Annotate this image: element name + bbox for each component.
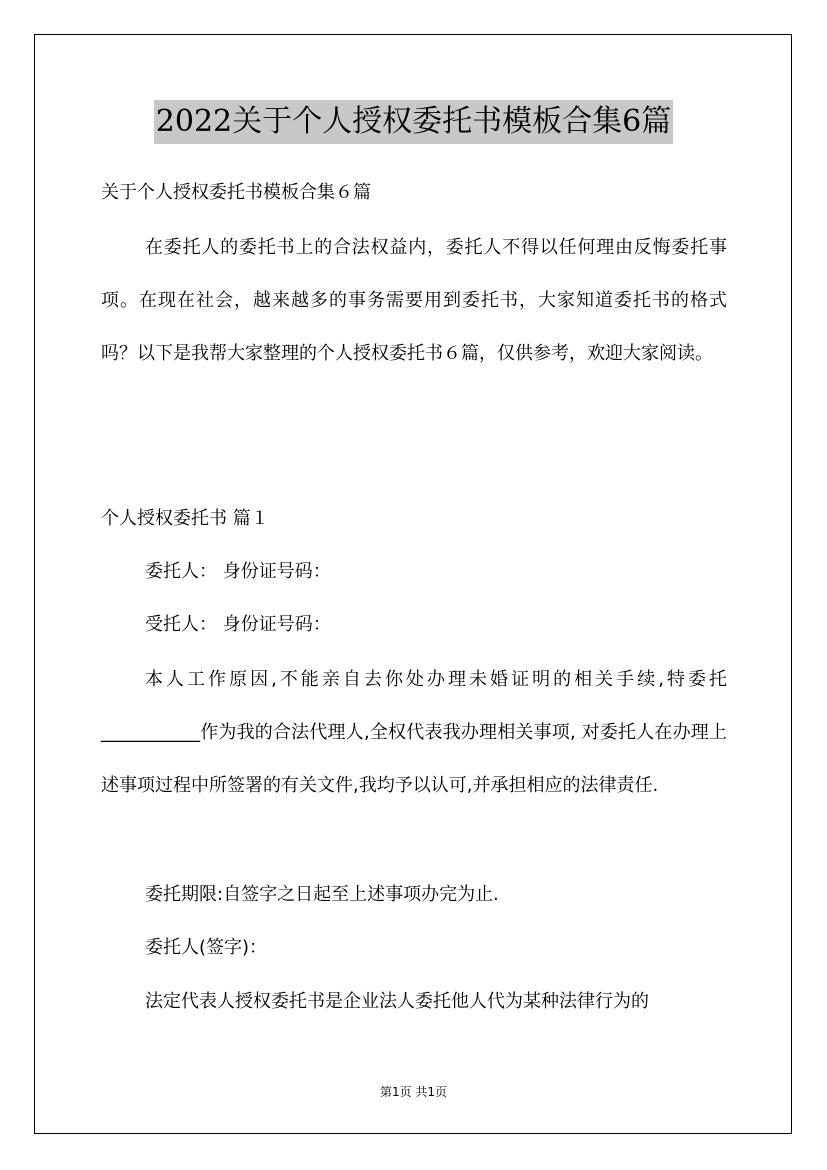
document-title: 2022关于个人授权委托书模板合集6篇 (154, 100, 673, 144)
document-subtitle: 关于个人授权委托书模板合集６篇 (101, 182, 371, 203)
paragraph-legal-rep: 法定代表人授权委托书是企业法人委托他人代为某种法律行为的 (145, 991, 649, 1012)
intro-paragraph: 在委托人的委托书上的合法权益内，委托人不得以任何理由反悔委托事项。在现在社会，越来越多的事务需要用到委托书，大家知道委托书的格式吗？以下是我帮大家整理的个人授权委托书６篇，仅供参考，欢迎大家阅读。 (101, 237, 727, 364)
paragraph-term: 委托期限:自签字之日起至上述事项办完为止. (145, 884, 499, 905)
page-footer: 第1页 共1页 (379, 1085, 448, 1099)
section-heading: 个人授权委托书 篇１ (101, 508, 269, 529)
paragraph-principal: 委托人： 身份证号码： (145, 561, 331, 582)
title-container (0, 100, 827, 144)
paragraph-signature: 委托人(签字)： (145, 937, 268, 958)
paragraph-authorization: 本人工作原因,不能亲自去你处办理未婚证明的相关手续,特委托___________作为我的合法代理人,全权代表我办理相关事项, 对委托人在办理上述事项过程中所签署的有关文件,我均予以认可,并承担相应的法律责任. (101, 669, 727, 796)
paragraph-agent: 受托人： 身份证号码： (145, 614, 331, 635)
